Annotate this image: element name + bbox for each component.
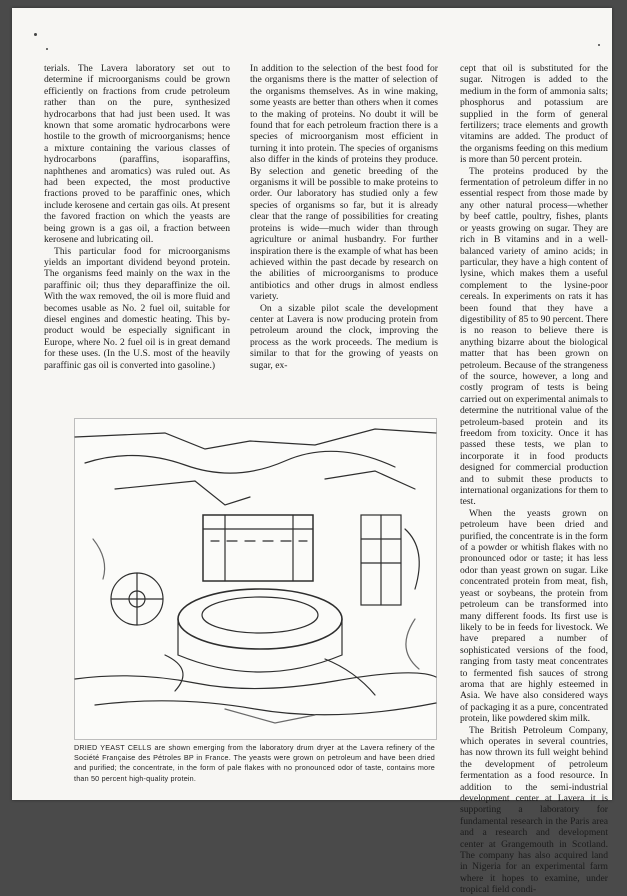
paragraph: This particular food for microorganisms yields an important dividend beyond protein. The organisms feed mainly on the wax in the paraffinic oil; thus they deparaffinize the oil. With the wax removed, the oil is more fluid and becomes usable as No. 2 fuel oil, suitable for diesel engines and domestic heating. This by-product would be especially significant in Europe, where No. 2 fuel oil is in great demand for these uses. (In the U.S. most of the heavily paraffinic gas oil is converted into gasoline.) bbox=[44, 245, 230, 371]
ink-speck bbox=[598, 44, 600, 46]
ink-speck bbox=[34, 33, 37, 36]
text-column-right bbox=[460, 63, 608, 896]
paragraph: terials. The Lavera laboratory set out to determine if microorganisms could be grown efficiently on fractions from crude petroleum rather than on the pure, synthesized hydrocarbons that had just been used. It was known that some aromatic hydrocarbons were hostile to the growth of microorganisms; hence a mixture containing the various classes of hydrocarbons (paraffins, isoparaffins, naphthenes and aromatics) was ruled out. As had been expected, the most productive fractions proved to be paraffinic ones, which include kerosene and certain gas oils. At present the favored fraction on which the yeasts are being grown is a gas oil, a fraction between kerosene and lubricating oil. bbox=[44, 63, 230, 246]
paragraph: cept that oil is substituted for the sugar. Nitrogen is added to the medium in the form of ammonia salts; phosphorus and potassium are supplied in the form of general fertilizers; trace elements and growth vitamins are added. The product of the organisms feeding on this medium is more than 50 percent protein. bbox=[460, 63, 608, 166]
drum-dryer-photograph bbox=[74, 418, 437, 740]
paragraph: When the yeasts grown on petroleum have been dried and purified, the concentrate is in the form of a powder or whitish flakes with no pronounced odor or taste; it has less odor than yeast grown on sugar. Like concentrated protein from meat, fish, yeast or soybeans, the protein from petroleum can be transformed into many different foods. Its first use is likely to be in feeds for livestock. We have prepared a number of sophisticated versions of the food, ranging from tasty meat concentrates to fermented fish sauces of strong aroma that are highly esteemed in Asia. We have also considered ways of packaging it as a pure, concentrated protein, like powdered skim milk. bbox=[460, 507, 608, 725]
text-column-left bbox=[44, 63, 230, 371]
paragraph: On a sizable pilot scale the development center at Lavera is now producing protein from petroleum around the clock, improving the process as the work proceeds. The medium is similar to that for the growing of yeasts on sugar, ex- bbox=[250, 302, 438, 371]
paragraph: In addition to the selection of the best food for the organisms there is the matter of selection of the organisms themselves. As in wine making, some yeasts are better than others when it comes to the making of proteins. No doubt it will be found that for each petroleum fraction there is a species of microorganism most efficient in turning it into protein. The species of organisms also differ in the kinds of proteins they produce. By selection and genetic breeding of the organisms it will be possible to make proteins to order. Our laboratory has studied only a few species of organisms so far, but it is already clear that the range of possibilities for creating proteins is wide—much wider than through agriculture or animal husbandry. For further inspiration there is the example of what has been achieved within the past decade by research on the abilities of microorganisms to produce antibiotics and other drugs in almost endless variety. bbox=[250, 63, 438, 303]
paragraph: The British Petroleum Company, which operates in several countries, has now thrown its full weight behind the development of petroleum fermentation as a food resource. In addition to the semi-industrial development center at Lavera it is supporting a laboratory for fundamental research in the Paris area and a research and development center at Grangemouth in Scotland. The company has also acquired land in Nigeria for an experimental farm where it hopes to examine, under tropical field condi- bbox=[460, 724, 608, 896]
magazine-page bbox=[12, 8, 612, 896]
photo-illustration bbox=[75, 419, 436, 739]
text-column-middle bbox=[250, 63, 438, 371]
paragraph: The proteins produced by the fermentation of petroleum differ in no essential respect from those made by any other natural process—whether by beef cattle, poultry, fishes, plants or yeasts growing on sugar. They are rich in B vitamins and in a well-balanced variety of amino acids; in particular, they have a high content of lysine, which makes them a useful complement to the lysine-poor cereals. In experiments on rats it has been found that they have a digestibility of 85 to 90 percent. There is no reason to believe there is anything bizarre about the biological matter that has been grown on petroleum. Because of the strangeness of the source, however, a long and costly program of tests is being carried out on experimental animals to determine the nutritional value of the petroleum-based protein and its freedom from toxicity. Once it has passed these tests, we plan to incorporate it in food products designed for commercial production and to submit these products to international organizations for them to test. bbox=[460, 165, 608, 508]
ink-speck bbox=[46, 48, 48, 50]
photo-caption: DRIED YEAST CELLS are shown emerging from the laboratory drum dryer at the Lavera refinery of the Société Française des Pétroles BP in France. The yeasts were grown on petroleum and have been dried and purified; the concentrate, in the form of pale flakes with no pronounced odor of taste, contains more than 50 percent high-quality protein. bbox=[74, 743, 435, 783]
